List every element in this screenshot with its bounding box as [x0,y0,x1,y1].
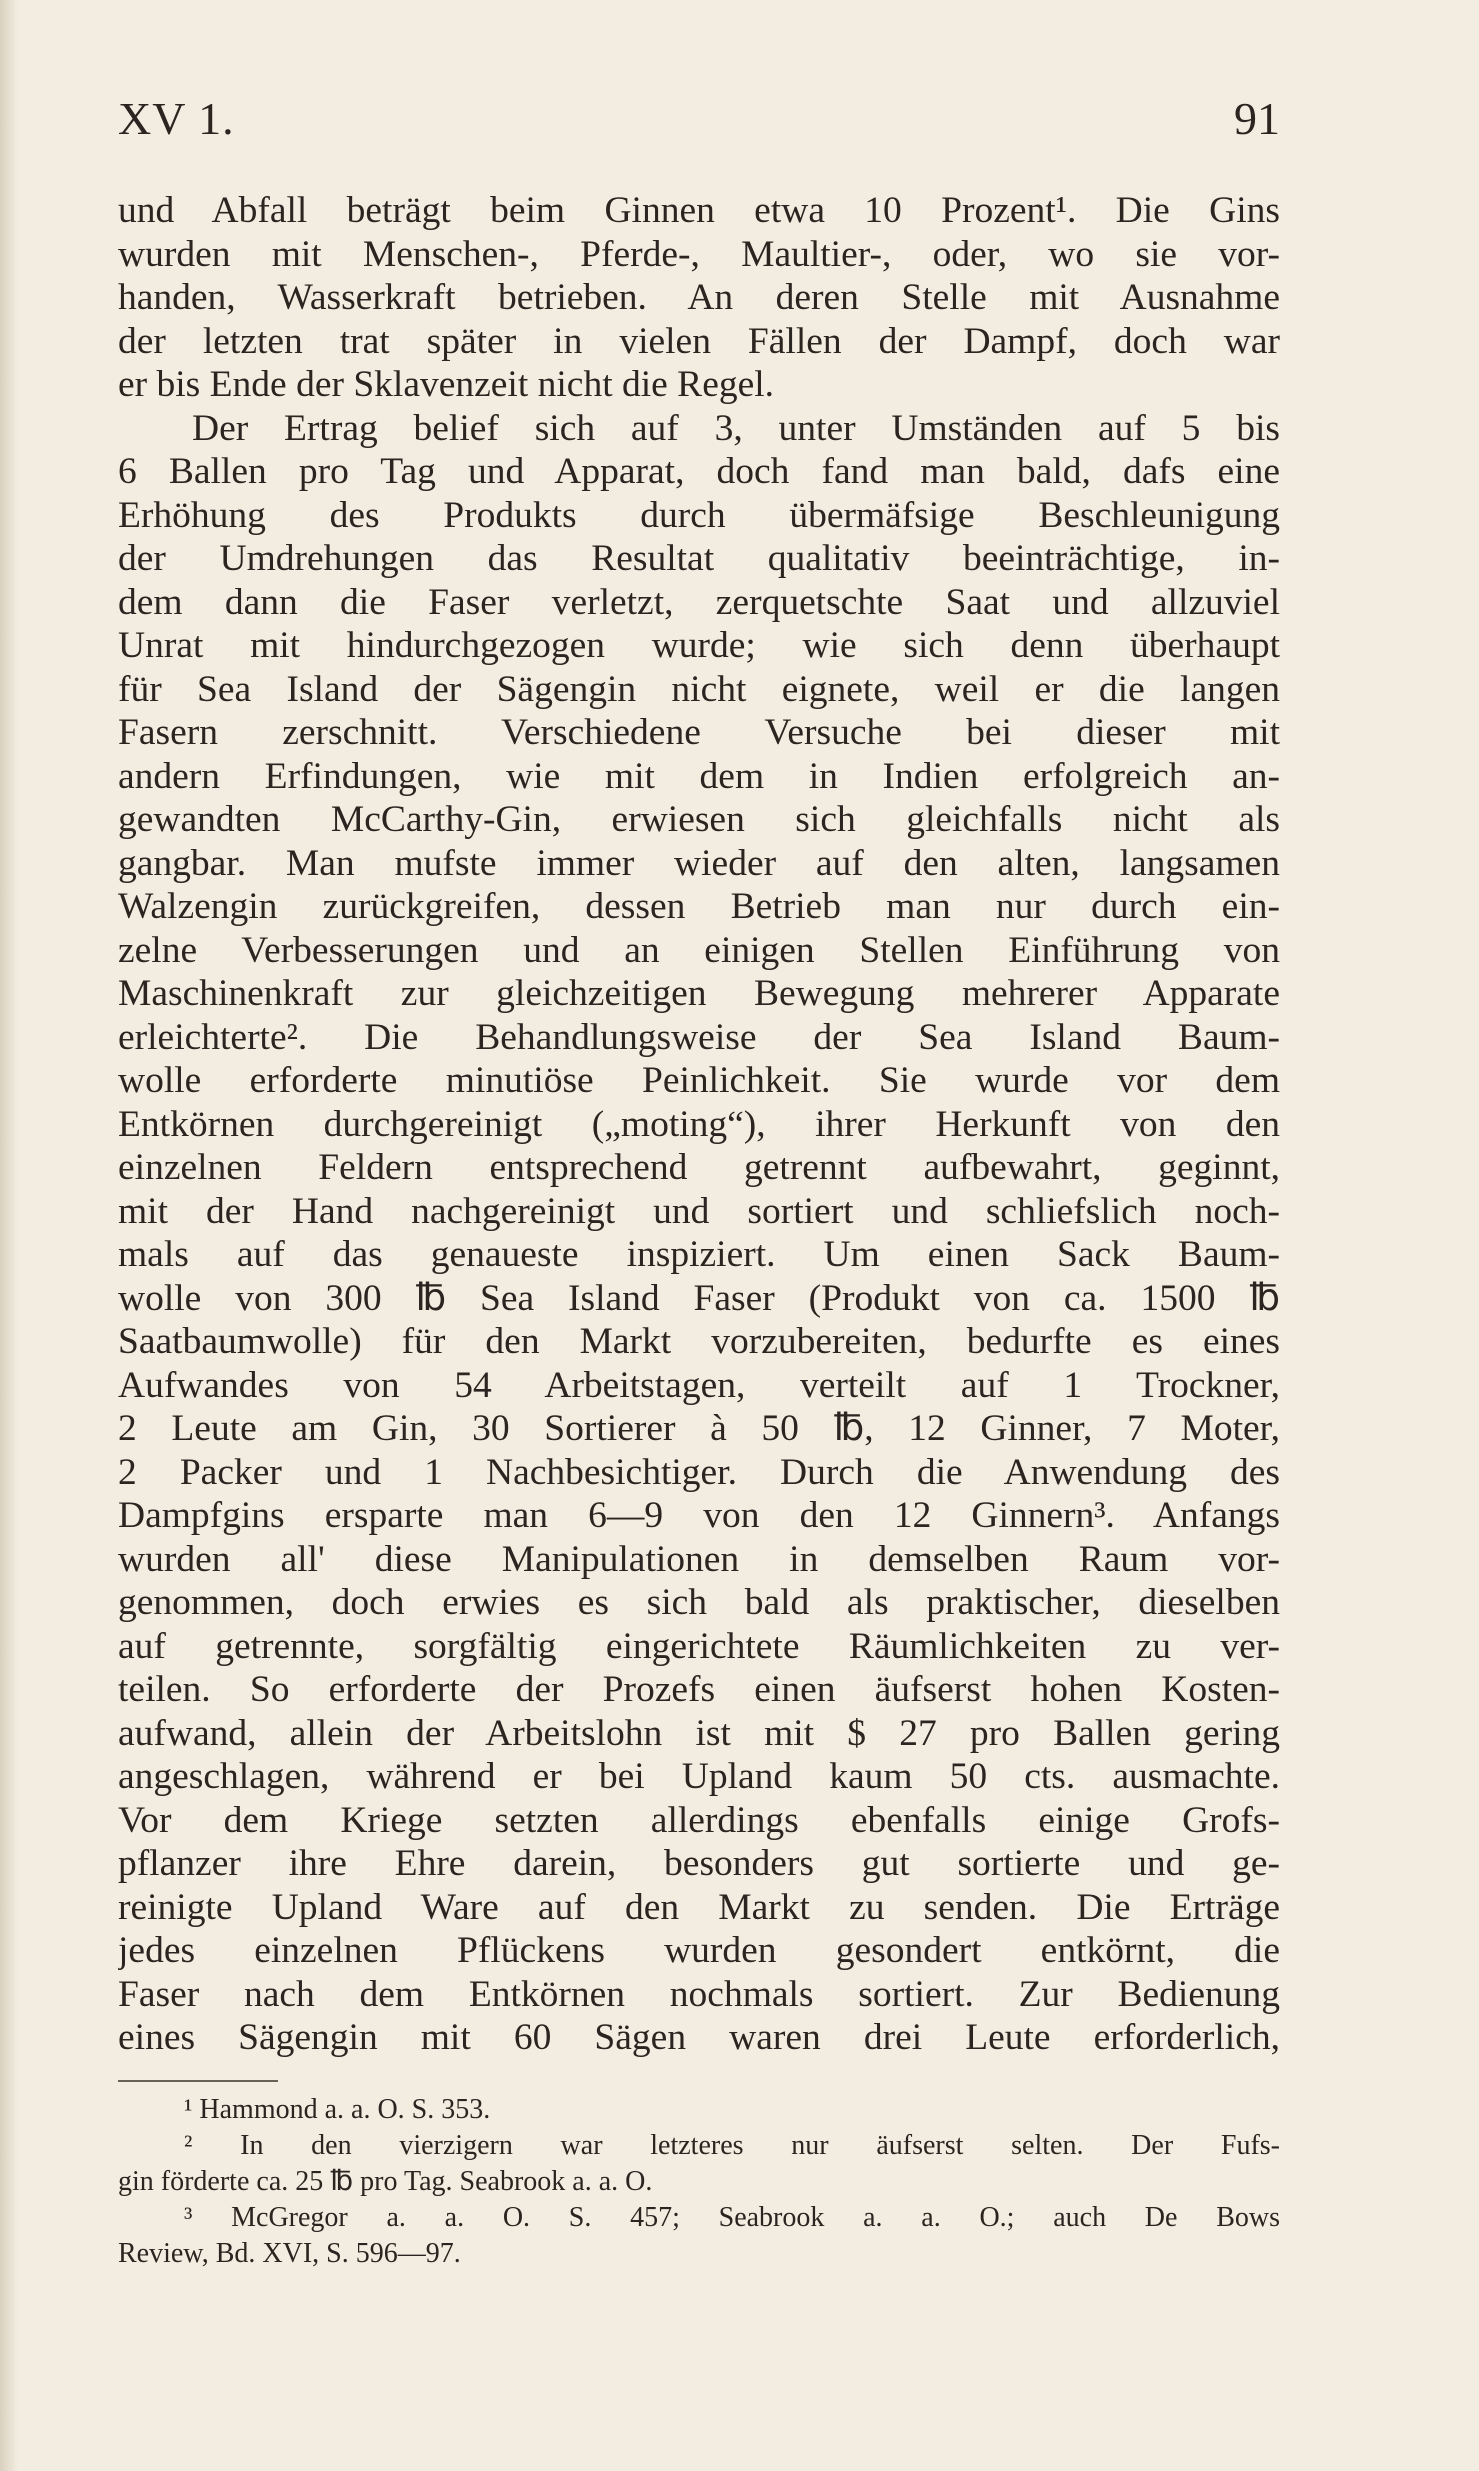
text-line: Faser nach dem Entkörnen nochmals sortiert. Zur Bedienung [118,1973,1280,2015]
text-line: reinigte Upland Ware auf den Markt zu senden. Die Erträge [118,1886,1280,1928]
running-header [118,92,1280,152]
text-line: angeschlagen, während er bei Upland kaum 50 cts. ausmachte. [118,1756,1280,1797]
text-line: dem dann die Faser verletzt, zerquetschte Saat und allzuviel [118,581,1280,623]
text-line: 6 Ballen pro Tag und Apparat, doch fand man bald, dafs eine [118,451,1280,492]
footnote-separator [118,2080,278,2082]
text-line: mals auf das genaueste inspiziert. Um einen Sack Baum- [118,1234,1280,1275]
text-line: er bis Ende der Sklavenzeit nicht die Regel. [118,364,775,405]
text-line: Der Ertrag belief sich auf 3, unter Umständen auf 5 bis [192,407,1280,449]
text-line: für Sea Island der Sägengin nicht eignete, weil er die langen [118,668,1280,710]
text-line: erleichterte². Die Behandlungsweise der Sea Island Baum- [118,1016,1280,1058]
text-line: teilen. So erforderte der Prozefs einen äufserst hohen Kosten- [118,1669,1280,1710]
text-line: Vor dem Kriege setzten allerdings ebenfalls einige Grofs- [118,1799,1280,1841]
footnote-line: gin förderte ca. 25 ℔ pro Tag. Seabrook a. a. O. [118,2166,653,2197]
text-line: zelne Verbesserungen und an einigen Stellen Einführung von [118,929,1280,971]
text-line: aufwand, allein der Arbeitslohn ist mit $ 27 pro Ballen gering [118,1712,1280,1754]
gutter-shadow [0,0,18,2471]
text-line: wolle erforderte minutiöse Peinlichkeit. Sie wurde vor dem [118,1060,1280,1101]
text-line: Saatbaumwolle) für den Markt vorzubereiten, bedurfte es eines [118,1321,1280,1362]
text-line: der Umdrehungen das Resultat qualitativ beeinträchtige, in- [118,538,1280,579]
text-line: wurden mit Menschen-, Pferde-, Maultier-, oder, wo sie vor- [118,233,1280,275]
text-line: andern Erfindungen, wie mit dem in Indien erfolgreich an- [118,755,1280,797]
text-line: und Abfall beträgt beim Ginnen etwa 10 Prozent¹. Die Gins [118,190,1280,231]
header-signature: XV 1. [118,93,235,144]
text-line: Entkörnen durchgereinigt („moting“), ihrer Herkunft von den [118,1103,1280,1145]
text-line: 2 Packer und 1 Nachbesichtiger. Durch die Anwendung des [118,1451,1280,1493]
page-number: 91 [1234,93,1280,144]
text-line: pflanzer ihre Ehre darein, besonders gut sortierte und ge- [118,1843,1280,1884]
text-line: Aufwandes von 54 Arbeitstagen, verteilt auf 1 Trockner, [118,1364,1280,1406]
text-line: Maschinenkraft zur gleichzeitigen Bewegung mehrerer Apparate [118,973,1280,1014]
footnote-line: Review, Bd. XVI, S. 596—97. [118,2238,461,2269]
main-text [118,189,1280,2060]
footnote-line: ¹ Hammond a. a. O. S. 353. [184,2094,491,2125]
text-line: eines Sägengin mit 60 Sägen waren drei Leute erforderlich, [118,2017,1280,2058]
text-line: Fasern zerschnitt. Verschiedene Versuche bei dieser mit [118,712,1280,753]
text-line: Unrat mit hindurchgezogen wurde; wie sich denn überhaupt [118,625,1280,666]
text-line: Erhöhung des Produkts durch übermäfsige Beschleunigung [118,494,1280,536]
text-line: auf getrennte, sorgfältig eingerichtete Räumlichkeiten zu ver- [118,1625,1280,1667]
text-line: handen, Wasserkraft betrieben. An deren Stelle mit Ausnahme [118,277,1280,318]
footnote-line: ³ McGregor a. a. O. S. 457; Seabrook a. a. O.; auch De Bows [184,2202,1280,2233]
text-line: genommen, doch erwies es sich bald als praktischer, dieselben [118,1582,1280,1623]
text-line: wolle von 300 ℔ Sea Island Faser (Produkt von ca. 1500 ℔ [118,1277,1280,1319]
text-line: mit der Hand nachgereinigt und sortiert und schliefslich noch- [118,1190,1280,1232]
text-line: jedes einzelnen Pflückens wurden gesondert entkörnt, die [118,1930,1280,1971]
text-line: gangbar. Man mufste immer wieder auf den alten, langsamen [118,842,1280,884]
text-line: Dampfgins ersparte man 6—9 von den 12 Ginnern³. Anfangs [118,1495,1280,1536]
text-line: 2 Leute am Gin, 30 Sortierer à 50 ℔, 12 Ginner, 7 Moter, [118,1408,1280,1449]
text-line: wurden all' diese Manipulationen in demselben Raum vor- [118,1538,1280,1580]
footnote-line: ² In den vierzigern war letzteres nur äufserst selten. Der Fufs- [184,2130,1280,2161]
text-line: einzelnen Feldern entsprechend getrennt aufbewahrt, geginnt, [118,1147,1280,1188]
text-line: gewandten McCarthy-Gin, erwiesen sich gleichfalls nicht als [118,799,1280,840]
text-line: Walzengin zurückgreifen, dessen Betrieb man nur durch ein- [118,886,1280,927]
footnotes [118,2092,1280,2272]
text-line: der letzten trat später in vielen Fällen der Dampf, doch war [118,320,1280,362]
